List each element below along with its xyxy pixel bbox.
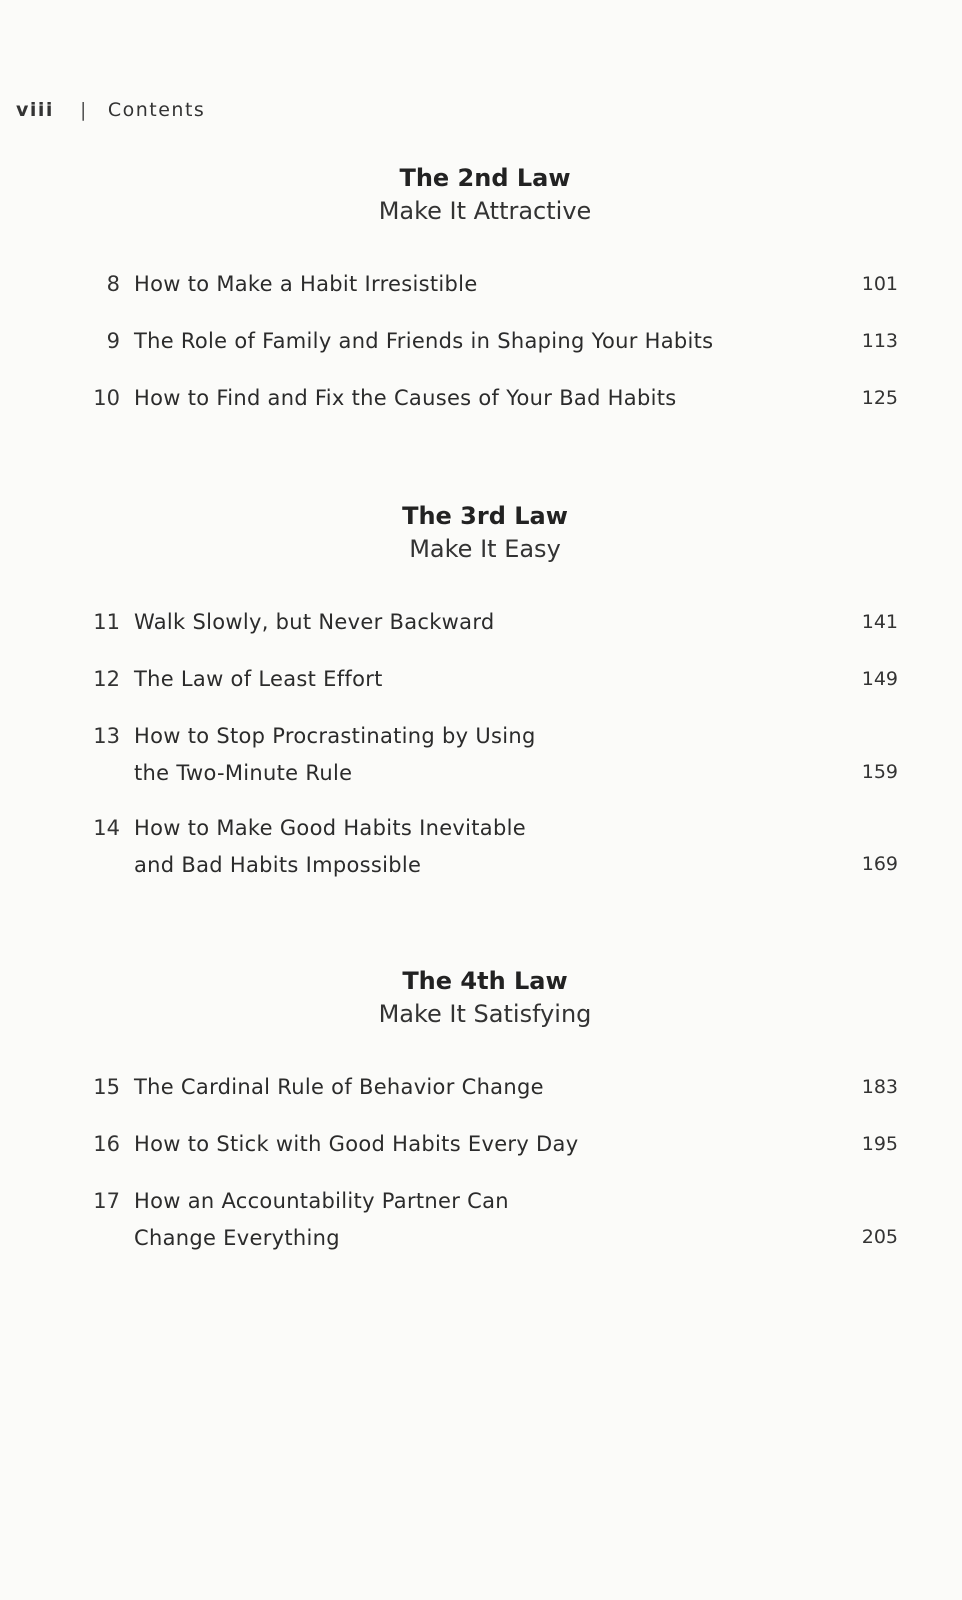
chapter-number: 12 [93,667,120,691]
chapter-number: 17 [93,1189,120,1213]
part-heading [8,162,962,228]
chapter-title-line-1: How to Stop Procrastinating by Using [134,724,536,748]
chapter-list [0,1069,962,1275]
chapter-number: 15 [93,1075,120,1099]
chapter-title: The Cardinal Rule of Behavior Change [134,1075,544,1099]
chapter-title-line-2: and Bad Habits Impossible [134,853,422,877]
chapter-number: 16 [93,1132,120,1156]
toc-entry-17[interactable] [0,1183,962,1275]
chapter-title-line-2: the Two-Minute Rule [134,761,353,785]
page-number: 205 [861,1226,898,1248]
page-number: 183 [861,1076,898,1098]
toc-entry-9[interactable] [0,323,962,380]
law-title: The 2nd Law [399,164,571,192]
chapter-number: 13 [93,724,120,748]
chapter-title-line-1: How to Make Good Habits Inevitable [134,816,526,840]
chapter-title: The Role of Family and Friends in Shaping Your Habits [134,329,714,353]
part-heading [8,500,962,566]
chapter-title: The Law of Least Effort [134,667,383,691]
part-4th-law [0,965,962,1275]
chapter-title-line-1: How an Accountability Partner Can [134,1189,509,1213]
toc-entry-15[interactable] [0,1069,962,1126]
chapter-title [134,718,834,792]
chapter-title: How to Make a Habit Irresistible [134,272,478,296]
part-2nd-law [0,162,962,437]
page-number: 141 [861,611,898,633]
toc-entry-11[interactable] [0,604,962,661]
part-heading [8,965,962,1031]
chapter-number: 10 [93,386,120,410]
toc-entry-12[interactable] [0,661,962,718]
toc-entry-14[interactable] [0,810,962,902]
chapter-number: 8 [106,272,120,296]
chapter-number: 9 [106,329,120,353]
chapter-title-line-2: Change Everything [134,1226,340,1250]
page-number: 169 [861,853,898,875]
chapter-title [134,810,834,884]
page-number: 113 [861,330,898,352]
chapter-title [134,1183,834,1257]
section-title: Contents [107,99,206,121]
chapter-number: 11 [93,610,120,634]
part-3rd-law [0,500,962,902]
law-subtitle: Make It Easy [409,535,561,563]
law-subtitle: Make It Satisfying [378,1000,592,1028]
chapter-list [0,266,962,437]
toc-entry-10[interactable] [0,380,962,437]
page-number: 101 [861,273,898,295]
toc-entry-16[interactable] [0,1126,962,1183]
page-number: 149 [861,668,898,690]
toc-entry-8[interactable] [0,266,962,323]
chapter-number: 14 [93,816,120,840]
page-number: 195 [861,1133,898,1155]
chapter-title: How to Stick with Good Habits Every Day [134,1132,579,1156]
running-head [16,99,205,121]
toc-entry-13[interactable] [0,718,962,810]
chapter-title: Walk Slowly, but Never Backward [134,610,495,634]
page-number: 159 [861,761,898,783]
law-title: The 4th Law [402,967,568,995]
law-subtitle: Make It Attractive [378,197,592,225]
chapter-list [0,604,962,902]
law-title: The 3rd Law [402,502,568,530]
header-separator: | [79,99,88,121]
page-number: 125 [861,387,898,409]
page-folio: viii [16,99,54,121]
chapter-title: How to Find and Fix the Causes of Your Bad Habits [134,386,677,410]
